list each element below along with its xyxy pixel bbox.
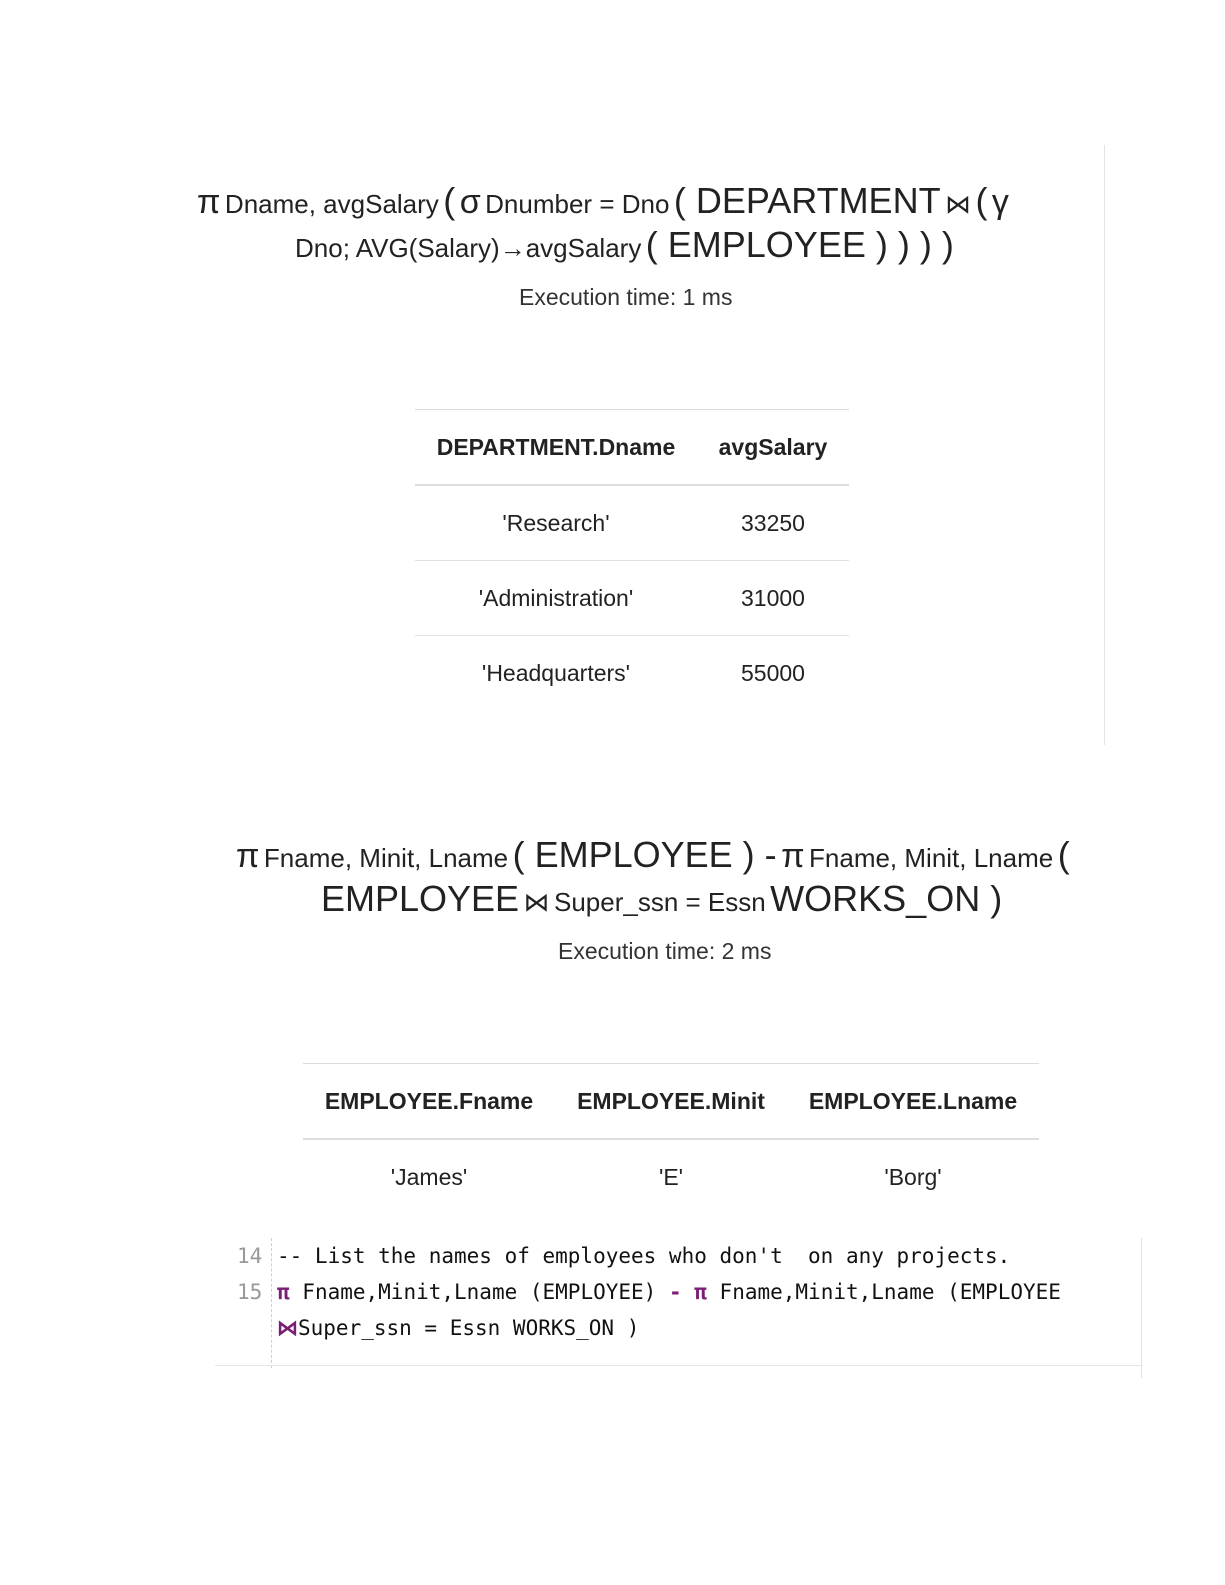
query2-result-table bbox=[303, 1063, 1039, 1214]
table-row bbox=[303, 1139, 1039, 1214]
table-cell: 33250 bbox=[697, 485, 849, 561]
projection-list: Dname, avgSalary bbox=[224, 189, 439, 219]
query1-expression-line1 bbox=[197, 180, 1009, 222]
selection-condition: Dnumber = Dno bbox=[485, 189, 670, 219]
column-header: DEPARTMENT.Dname bbox=[415, 410, 697, 486]
relation-employee: ( EMPLOYEE ) ) ) ) bbox=[645, 224, 954, 265]
code-line bbox=[277, 1280, 1061, 1304]
column-header: EMPLOYEE.Minit bbox=[555, 1064, 787, 1140]
projection-list: Fname, Minit, Lname bbox=[263, 843, 509, 873]
pi-keyword: π bbox=[681, 1280, 707, 1304]
join-keyword: ⋈ bbox=[277, 1316, 298, 1340]
code-text: Fname,Minit,Lname (EMPLOYEE) bbox=[289, 1280, 669, 1304]
line-number: 14 bbox=[237, 1244, 263, 1268]
pi-keyword: π bbox=[277, 1280, 290, 1304]
pi-symbol: π bbox=[781, 837, 805, 875]
code-line bbox=[277, 1316, 639, 1340]
query2-execution-time: Execution time: 2 ms bbox=[558, 938, 772, 964]
sigma-symbol: σ bbox=[459, 183, 481, 221]
table-cell: 'James' bbox=[390, 1163, 468, 1190]
panel-divider bbox=[1104, 145, 1105, 745]
code-comment: -- List the names of employees who don't on any projects. bbox=[277, 1244, 1011, 1268]
query1-execution-time: Execution time: 1 ms bbox=[519, 284, 733, 310]
table-cell: 'E' bbox=[658, 1163, 684, 1190]
gamma-symbol: γ bbox=[991, 183, 1009, 221]
table-row bbox=[415, 636, 849, 711]
editor-edge bbox=[215, 1365, 1143, 1366]
query2-expression-line2 bbox=[321, 878, 1002, 920]
code-editor[interactable] bbox=[215, 1238, 1143, 1368]
paren: ( bbox=[975, 180, 988, 221]
relation-employee: ( EMPLOYEE ) - bbox=[512, 834, 777, 875]
pi-symbol: π bbox=[236, 837, 260, 875]
query1-result-table bbox=[415, 409, 849, 710]
table-cell: 'Borg' bbox=[884, 1163, 942, 1190]
code-text: Fname,Minit,Lname (EMPLOYEE bbox=[706, 1280, 1061, 1304]
grouping-list: Dno; AVG(Salary)→avgSalary bbox=[295, 233, 642, 263]
relation-employee: EMPLOYEE bbox=[321, 878, 520, 919]
relation-works-on: WORKS_ON ) bbox=[770, 878, 1003, 919]
editor-edge bbox=[1141, 1238, 1142, 1378]
minus-operator: - bbox=[668, 1280, 682, 1304]
table-cell: 'Research' bbox=[415, 485, 697, 561]
paren: ( bbox=[1057, 834, 1070, 875]
query2-expression-line1 bbox=[236, 834, 1070, 876]
join-symbol: ⋈ bbox=[945, 189, 972, 219]
join-symbol: ⋈ bbox=[523, 887, 550, 917]
table-header-row bbox=[303, 1064, 1039, 1140]
gutter-divider bbox=[271, 1238, 272, 1368]
paren: ( bbox=[443, 180, 456, 221]
query1-expression-line2 bbox=[295, 224, 954, 266]
table-cell: 31000 bbox=[697, 561, 849, 636]
line-number: 15 bbox=[237, 1280, 263, 1304]
column-header: EMPLOYEE.Fname bbox=[303, 1064, 555, 1140]
projection-list: Fname, Minit, Lname bbox=[809, 843, 1054, 873]
pi-symbol: π bbox=[197, 183, 221, 221]
table-row bbox=[415, 561, 849, 636]
column-header: avgSalary bbox=[697, 410, 849, 486]
table-cell: 'Administration' bbox=[415, 561, 697, 636]
relation-department: ( DEPARTMENT bbox=[673, 180, 941, 221]
join-condition: Super_ssn = Essn bbox=[553, 887, 766, 917]
table-row bbox=[415, 485, 849, 561]
table-cell: 55000 bbox=[741, 659, 805, 686]
table-cell: 'Headquarters' bbox=[481, 659, 631, 686]
table-header-row bbox=[415, 410, 849, 486]
column-header: EMPLOYEE.Lname bbox=[787, 1064, 1039, 1140]
code-text: Super_ssn = Essn WORKS_ON ) bbox=[298, 1316, 640, 1340]
